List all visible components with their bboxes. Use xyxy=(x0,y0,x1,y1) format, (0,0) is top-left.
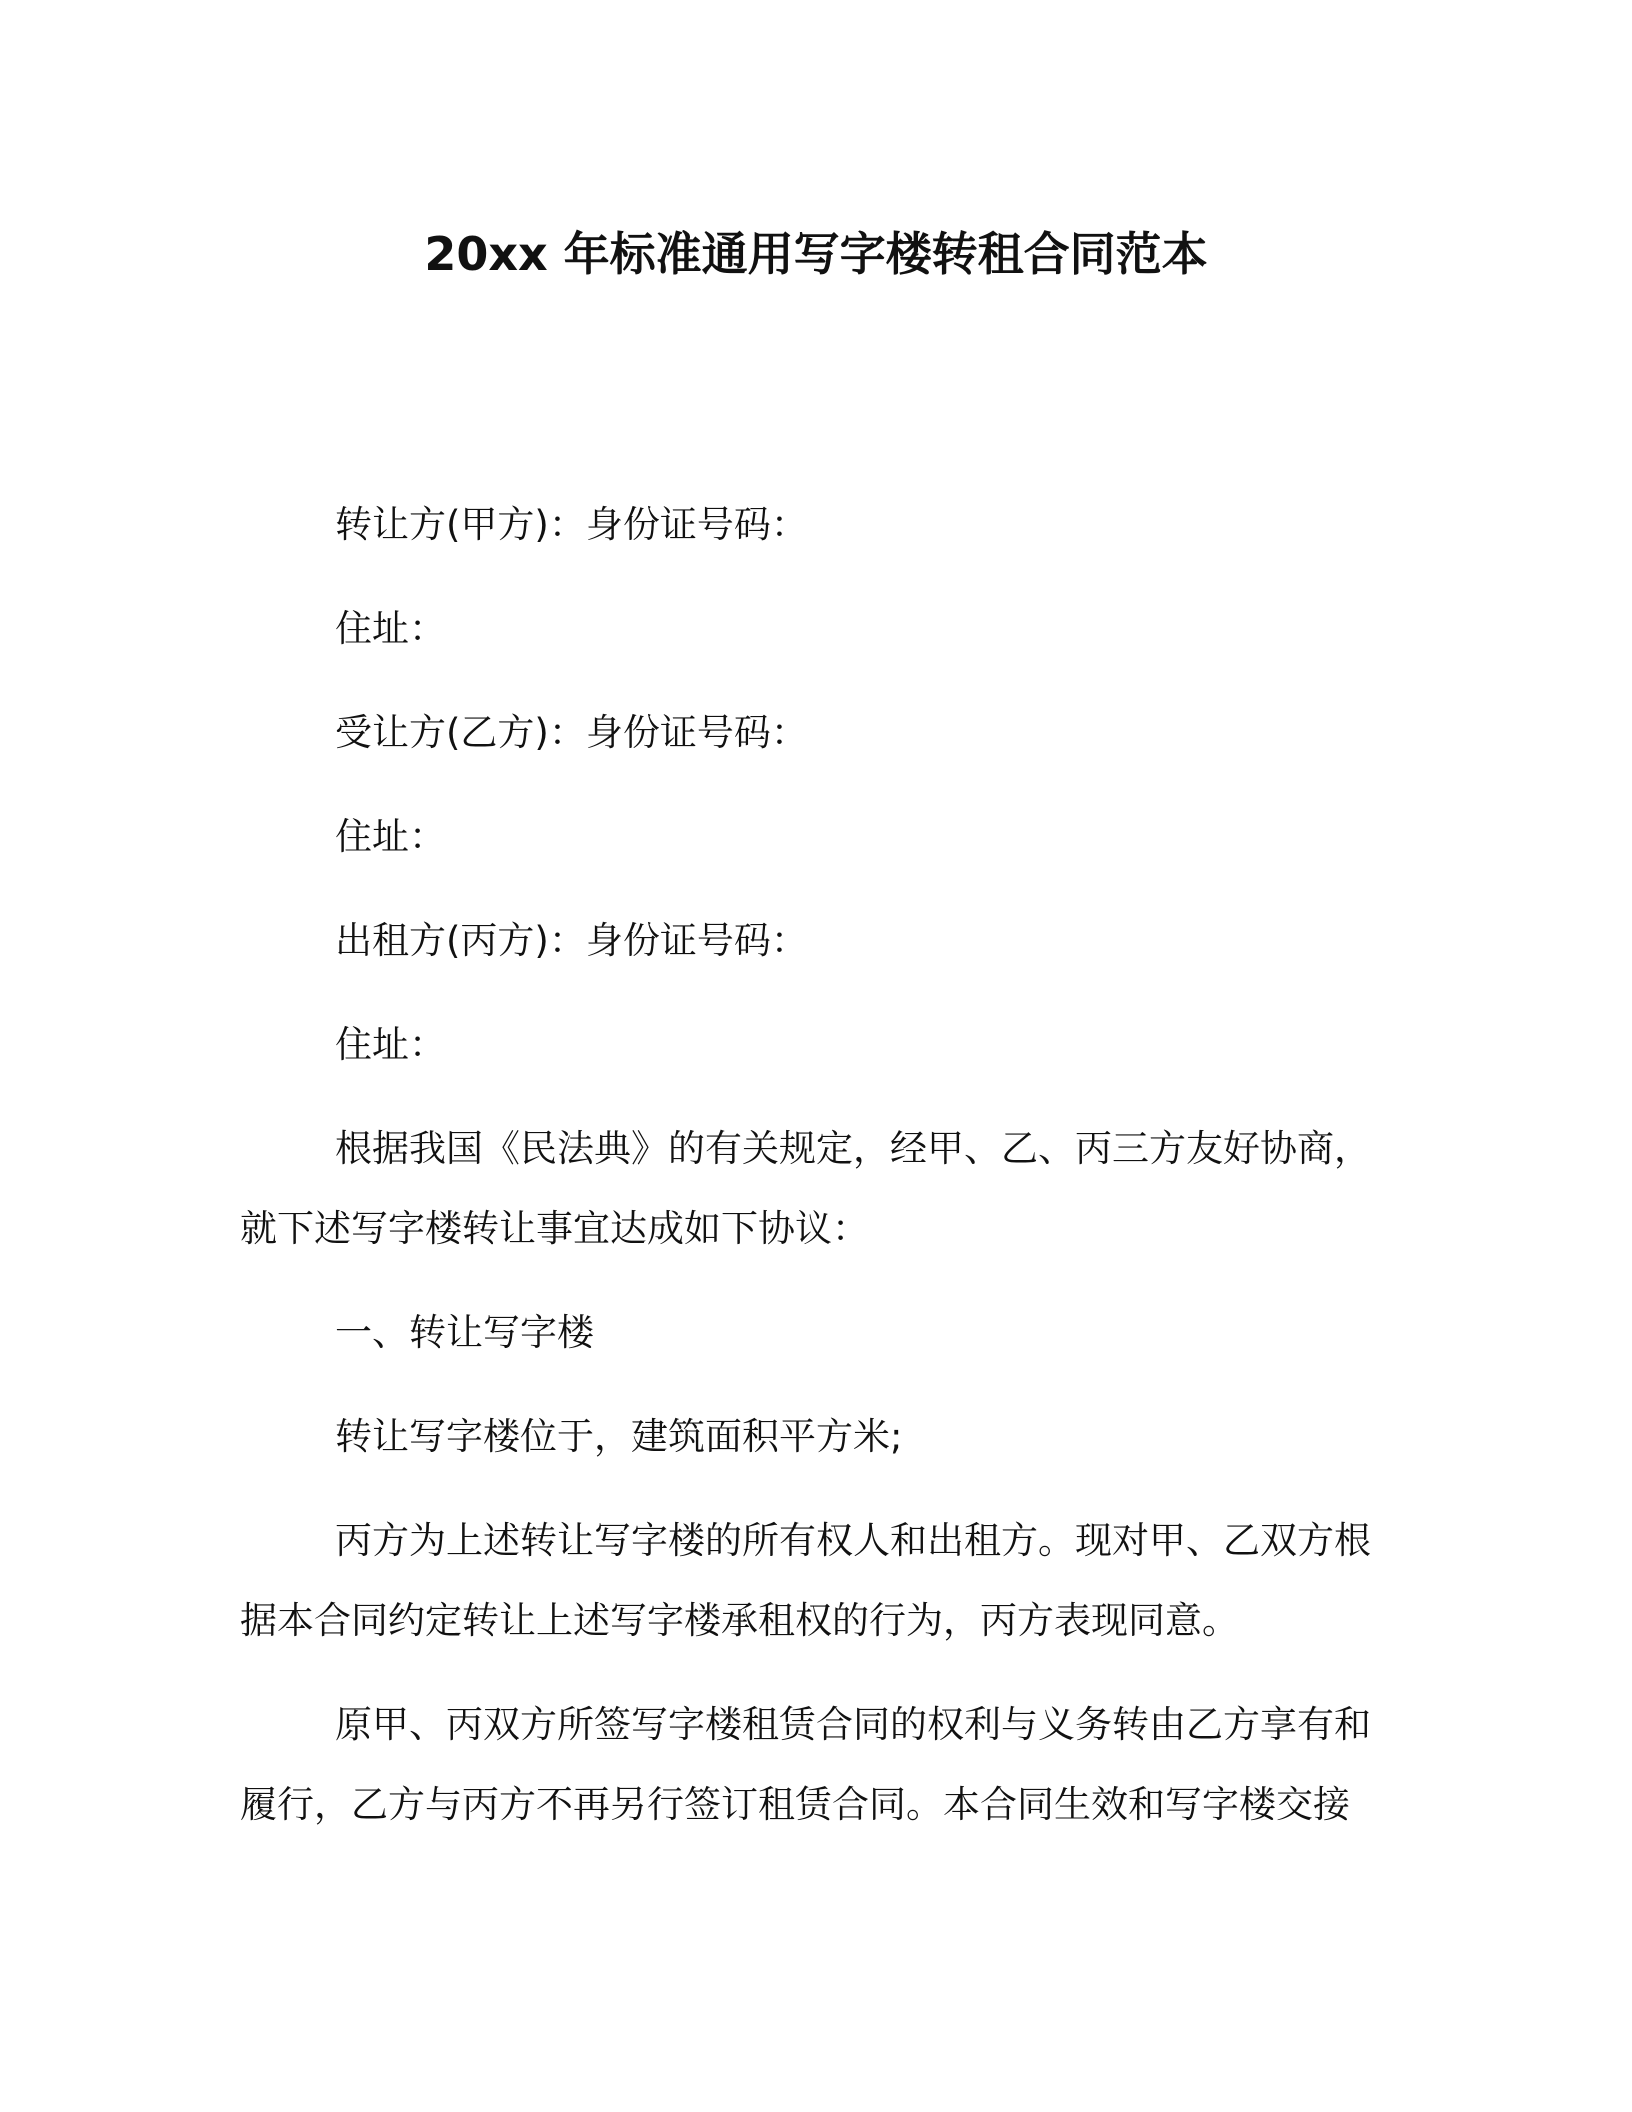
field-transferor: 转让方(甲方)：身份证号码： xyxy=(335,503,808,546)
clause-consent-line-1: 丙方为上述转让写字楼的所有权人和出租方。现对甲、乙双方根 xyxy=(335,1519,1371,1562)
clause-rights-line-2: 履行，乙方与丙方不再另行签订租赁合同。本合同生效和写字楼交接 xyxy=(240,1783,1350,1826)
clause-location: 转让写字楼位于，建筑面积平方米; xyxy=(335,1415,903,1458)
clause-consent xyxy=(240,1501,1395,1661)
field-transferor-address: 住址： xyxy=(335,607,446,650)
field-lessor-address: 住址： xyxy=(335,1023,446,1066)
intro-line-2: 就下述写字楼转让事宜达成如下协议： xyxy=(240,1207,869,1250)
field-transferee-address: 住址： xyxy=(335,815,446,858)
field-transferee: 受让方(乙方)：身份证号码： xyxy=(335,711,808,754)
clause-consent-line-2: 据本合同约定转让上述写字楼承租权的行为，丙方表现同意。 xyxy=(240,1599,1239,1642)
intro-line-1: 根据我国《民法典》的有关规定，经甲、乙、丙三方友好协商， xyxy=(335,1127,1371,1170)
document-title: 20xx 年标准通用写字楼转租合同范本 xyxy=(424,227,1208,281)
clause-rights xyxy=(240,1685,1395,1845)
section-heading: 一、转让写字楼 xyxy=(335,1311,594,1354)
field-lessor: 出租方(丙方)：身份证号码： xyxy=(335,919,808,962)
intro-paragraph xyxy=(240,1109,1395,1269)
document-body xyxy=(240,485,1395,1845)
clause-rights-line-1: 原甲、丙双方所签写字楼租赁合同的权利与义务转由乙方享有和 xyxy=(335,1703,1371,1746)
